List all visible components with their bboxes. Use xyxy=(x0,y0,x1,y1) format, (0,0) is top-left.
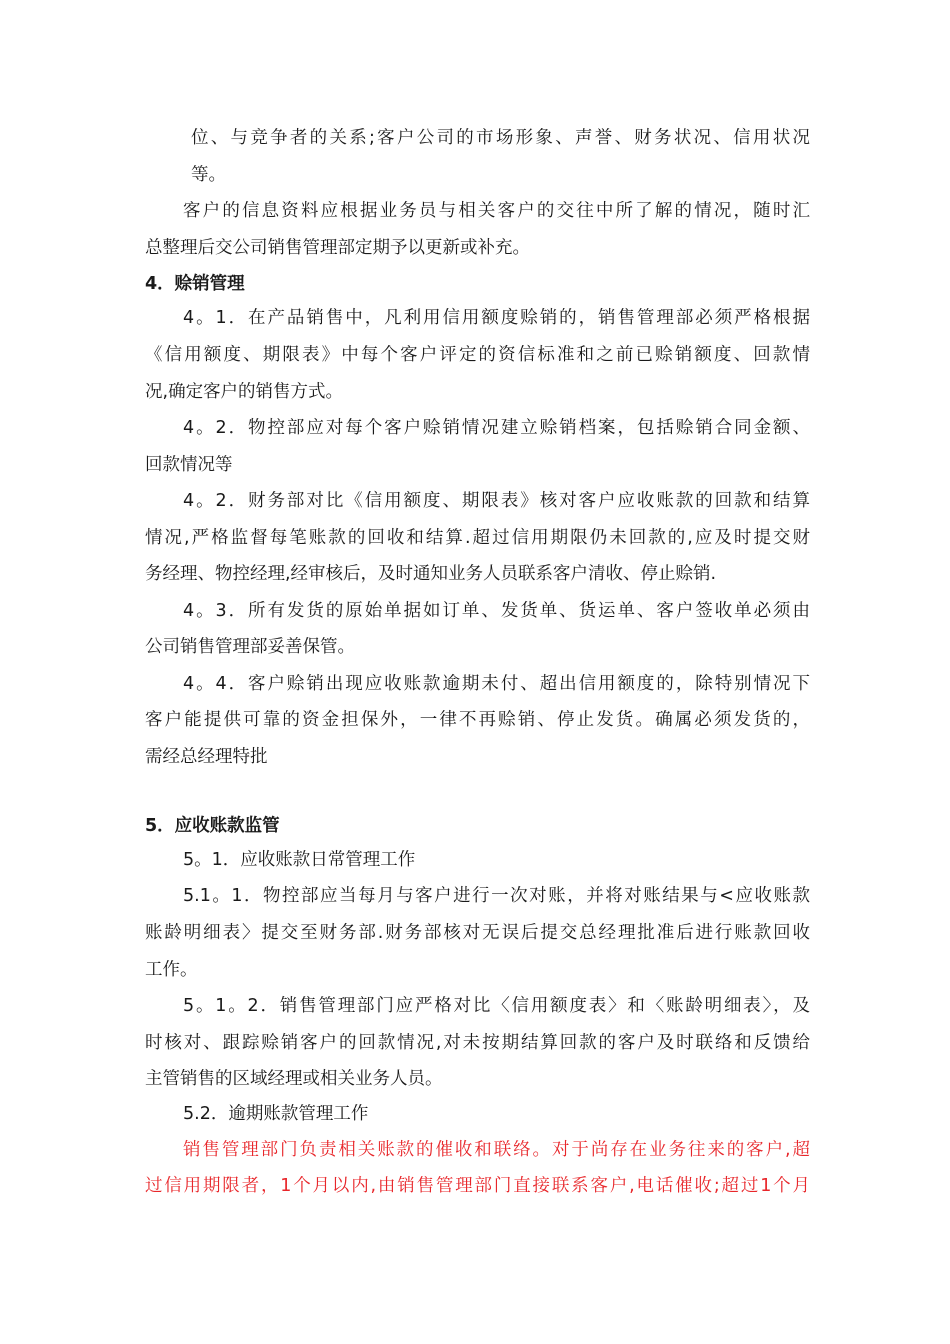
text-line: 客户的信息资料应根据业务员与相关客户的交往中所了解的情况，随时汇 xyxy=(183,201,810,221)
highlighted-text-line: 销售管理部门负责相关账款的催收和联络。对于尚存在业务往来的客户,超 xyxy=(183,1140,810,1160)
text-line: 4。2．物控部应对每个客户赊销情况建立赊销档案，包括赊销合同金额、 xyxy=(183,418,810,438)
text-line: 情况,严格监督每笔账款的回收和结算.超过信用期限仍未回款的,应及时提交财 xyxy=(145,528,810,548)
text-line: 况,确定客户的销售方式。 xyxy=(145,382,344,402)
section-heading: 4．赊销管理 xyxy=(145,274,245,294)
text-line: 《信用额度、期限表》中每个客户评定的资信标准和之前已赊销额度、回款情 xyxy=(145,345,810,365)
text-line: 位、与竞争者的关系;客户公司的市场形象、声誉、财务状况、信用状况 xyxy=(191,128,810,148)
text-line: 务经理、物控经理,经审核后，及时通知业务人员联系客户清收、停止赊销. xyxy=(145,564,717,584)
text-line: 主管销售的区域经理或相关业务人员。 xyxy=(145,1069,443,1089)
text-line: 5。1。2．销售管理部门应严格对比〈信用额度表〉和〈账龄明细表〉，及 xyxy=(183,996,810,1016)
text-line: 需经总经理特批 xyxy=(145,747,268,767)
text-line: 公司销售管理部妥善保管。 xyxy=(145,637,355,657)
text-line: 5.2．逾期账款管理工作 xyxy=(183,1104,369,1124)
text-line: 4。2．财务部对比《信用额度、期限表》核对客户应收账款的回款和结算 xyxy=(183,491,810,511)
text-line: 4。3．所有发货的原始单据如订单、发货单、货运单、客户签收单必须由 xyxy=(183,601,810,621)
text-line: 4。1．在产品销售中，凡利用信用额度赊销的，销售管理部必须严格根据 xyxy=(183,308,810,328)
text-line: 账龄明细表〉提交至财务部.财务部核对无误后提交总经理批准后进行账款回收 xyxy=(145,923,810,943)
text-line: 时核对、跟踪赊销客户的回款情况,对未按期结算回款的客户及时联络和反馈给 xyxy=(145,1033,810,1053)
text-line: 客户能提供可靠的资金担保外，一律不再赊销、停止发货。确属必须发货的， xyxy=(145,710,810,730)
text-line: 5。1．应收账款日常管理工作 xyxy=(183,850,416,870)
text-line: 回款情况等 xyxy=(145,455,233,475)
highlighted-text-line: 过信用期限者，1个月以内,由销售管理部门直接联系客户,电话催收;超过1个月 xyxy=(145,1176,810,1196)
text-line: 工作。 xyxy=(145,960,198,980)
text-line: 总整理后交公司销售管理部定期予以更新或补充。 xyxy=(145,238,530,258)
text-line: 5.1。1．物控部应当每月与客户进行一次对账，并将对账结果与<应收账款 xyxy=(183,886,810,906)
text-line: 等。 xyxy=(191,165,226,185)
text-line: 4。4．客户赊销出现应收账款逾期未付、超出信用额度的，除特别情况下 xyxy=(183,674,810,694)
section-heading: 5．应收账款监管 xyxy=(145,816,280,836)
